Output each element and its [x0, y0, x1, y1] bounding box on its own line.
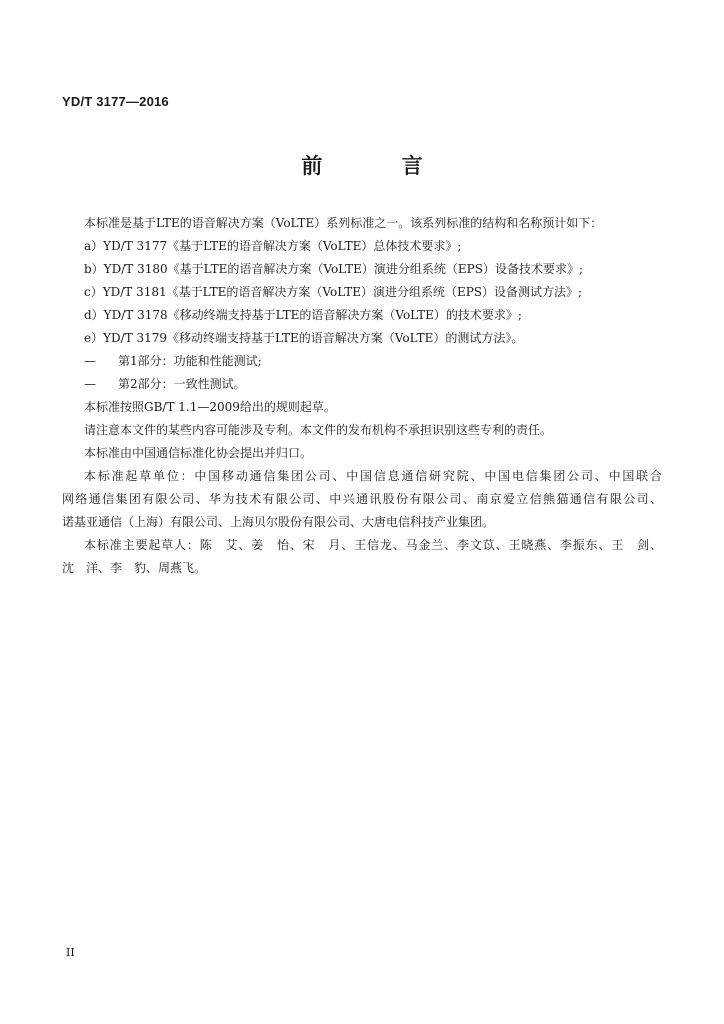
- drafting-units-line-3: 诺基亚通信（上海）有限公司、上海贝尔股份有限公司、大唐电信科技产业集团。: [62, 515, 495, 529]
- drafters-line-1: 本标准主要起草人：陈 艾、姜 怡、宋 月、王信龙、马金兰、李文苡、王晓燕、李振东、王 剑、: [84, 538, 662, 552]
- series-item-c: c）YD/T 3181《基于LTE的语音解决方案（VoLTE）演进分组系统（EPS）设备测试方法》;: [84, 285, 583, 299]
- series-item-a: a）YD/T 3177《基于LTE的语音解决方案（VoLTE）总体技术要求》;: [84, 239, 462, 253]
- patent-notice-paragraph: 请注意本文件的某些内容可能涉及专利。本文件的发布机构不承担识别这些专利的责任。: [84, 423, 553, 437]
- part-dash: —: [84, 377, 96, 391]
- foreword-body: [62, 212, 662, 580]
- part-item-2: [62, 373, 662, 396]
- series-item-b: b）YD/T 3180《基于LTE的语音解决方案（VoLTE）演进分组系统（EPS）设备技术要求》;: [84, 262, 584, 276]
- drafting-rules-paragraph: 本标准按照GB/T 1.1—2009给出的规则起草。: [84, 400, 336, 414]
- part-item-1: [62, 350, 662, 373]
- intro-paragraph: 本标准是基于LTE的语音解决方案（VoLTE）系列标准之一。该系列标准的结构和名称预计如下：: [84, 216, 603, 230]
- document-code: YD/T 3177—2016: [62, 94, 169, 109]
- series-item-e: e）YD/T 3179《移动终端支持基于LTE的语音解决方案（VoLTE）的测试方法》。: [84, 331, 524, 345]
- drafting-units-line-1: 本标准起草单位：中国移动通信集团公司、中国信息通信研究院、中国电信集团公司、中国联合: [84, 469, 662, 483]
- proposer-paragraph: 本标准由中国通信标准化协会提出并归口。: [84, 446, 313, 460]
- page-title: 前 言: [301, 154, 459, 178]
- series-item-d: d）YD/T 3178《移动终端支持基于LTE的语音解决方案（VoLTE）的技术要求》;: [84, 308, 522, 322]
- part-text: 第1部分：功能和性能测试;: [118, 354, 262, 368]
- part-text: 第2部分：一致性测试。: [118, 377, 246, 391]
- page-number: II: [66, 946, 75, 959]
- drafting-units-line-2: 网络通信集团有限公司、华为技术有限公司、中兴通讯股份有限公司、南京爱立信熊猫通信有限公司、: [62, 492, 662, 506]
- part-dash: —: [84, 354, 96, 368]
- drafters-line-2: 沈 洋、李 豹、周燕飞。: [62, 561, 207, 575]
